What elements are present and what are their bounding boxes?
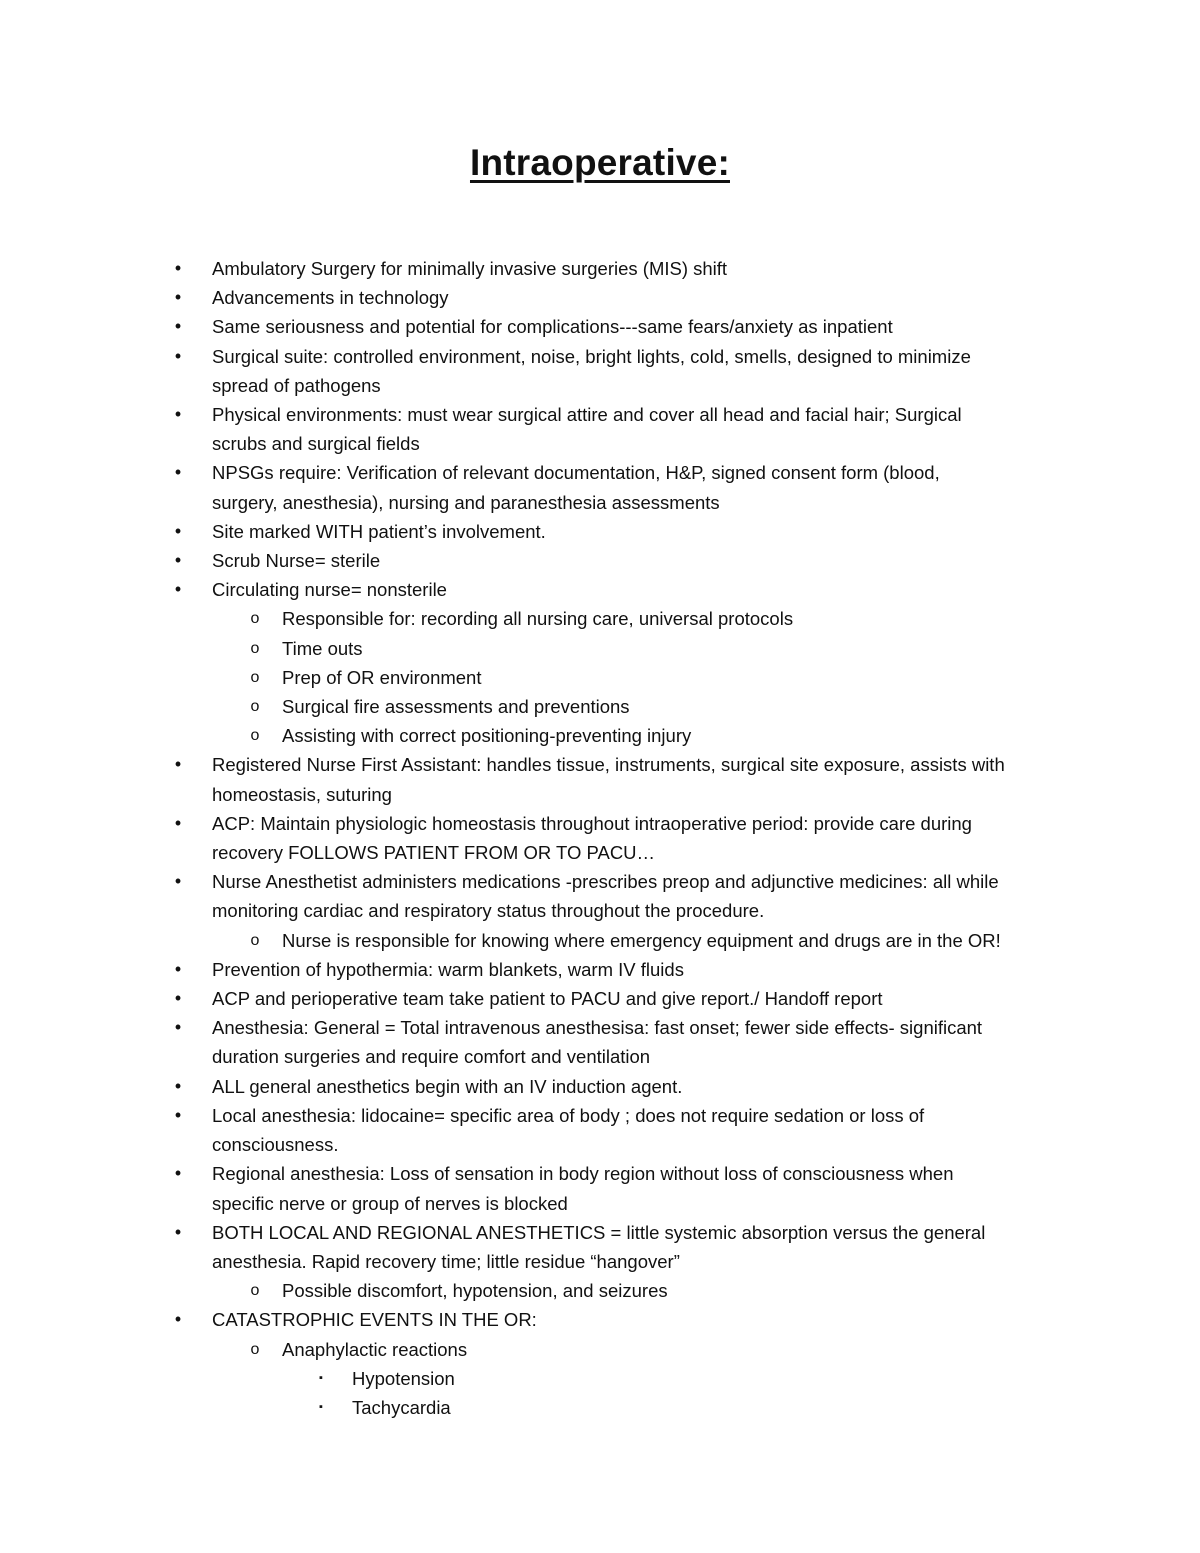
bullet-icon: • <box>174 1221 182 1242</box>
list-item <box>0 1101 1200 1130</box>
list-item-continuation <box>0 838 1200 867</box>
bullet-icon: • <box>174 1017 182 1038</box>
list-item-text: ACP: Maintain physiologic homeostasis throughout intraoperative period: provide care during <box>212 812 972 834</box>
circle-bullet-icon: o <box>250 610 260 628</box>
sub-list-item <box>0 663 1200 692</box>
list-item-text: Advancements in technology <box>212 287 449 309</box>
list-item-text: monitoring cardiac and respiratory status throughout the procedure. <box>212 900 765 922</box>
list-item-text: anesthesia. Rapid recovery time; little residue “hangover” <box>212 1250 680 1272</box>
list-item-text: Nurse is responsible for knowing where emergency equipment and drugs are in the OR! <box>282 929 1001 951</box>
sub-list-item <box>0 604 1200 633</box>
sub-list-item <box>0 692 1200 721</box>
circle-bullet-icon: o <box>250 639 260 657</box>
list-item <box>0 1013 1200 1042</box>
sub-list-item <box>0 1335 1200 1364</box>
bullet-icon: • <box>174 871 182 892</box>
bullet-icon: • <box>174 345 182 366</box>
list-item-text: Prep of OR environment <box>282 666 482 688</box>
list-item <box>0 283 1200 312</box>
bullet-icon: • <box>174 287 182 308</box>
list-item-text: duration surgeries and require comfort and ventilation <box>212 1046 651 1068</box>
list-item-text: Surgical fire assessments and preventions <box>282 696 630 718</box>
circle-bullet-icon: o <box>250 727 260 745</box>
sub-list-item <box>0 926 1200 955</box>
bullet-icon: • <box>174 579 182 600</box>
list-item <box>0 1305 1200 1334</box>
list-item <box>0 809 1200 838</box>
list-item <box>0 546 1200 575</box>
list-item-text: NPSGs require: Verification of relevant documentation, H&P, signed consent form (blood, <box>212 462 940 484</box>
list-item-text: spread of pathogens <box>212 374 381 396</box>
bullet-icon: • <box>174 520 182 541</box>
circle-bullet-icon: o <box>250 1282 260 1300</box>
list-item-text: Nurse Anesthetist administers medications -prescribes preop and adjunctive medicines: all while <box>212 871 999 893</box>
circle-bullet-icon: o <box>250 698 260 716</box>
list-item-text: Anaphylactic reactions <box>282 1338 468 1360</box>
list-item <box>0 458 1200 487</box>
list-item <box>0 575 1200 604</box>
list-item-text: recovery FOLLOWS PATIENT FROM OR TO PACU… <box>212 842 656 864</box>
list-item <box>0 955 1200 984</box>
list-item-text: Registered Nurse First Assistant: handles tissue, instruments, surgical site exposure, assists with <box>212 754 1005 776</box>
list-item <box>0 254 1200 283</box>
list-item-text: specific nerve or group of nerves is blocked <box>212 1192 568 1214</box>
circle-bullet-icon: o <box>250 668 260 686</box>
list-item-text: CATASTROPHIC EVENTS IN THE OR: <box>212 1309 537 1331</box>
list-item-text: Hypotension <box>352 1367 455 1389</box>
list-item-text: Scrub Nurse= sterile <box>212 550 381 572</box>
list-item <box>0 750 1200 779</box>
square-bullet-icon: ▪ <box>319 1400 323 1413</box>
list-item-text: Ambulatory Surgery for minimally invasive surgeries (MIS) shift <box>212 258 728 279</box>
list-item-text: Surgical suite: controlled environment, noise, bright lights, cold, smells, designed to minimize <box>212 345 971 367</box>
sub-list-item <box>0 1276 1200 1305</box>
bullet-icon: • <box>174 258 182 278</box>
sub-list-item <box>0 634 1200 663</box>
list-item-text: Tachycardia <box>352 1396 451 1418</box>
list-item-continuation <box>0 1247 1200 1276</box>
list-item-continuation <box>0 1042 1200 1071</box>
list-item-text: ACP and perioperative team take patient to PACU and give report./ Handoff report <box>212 988 883 1010</box>
list-item-text: Prevention of hypothermia: warm blankets, warm IV fluids <box>212 958 684 980</box>
list-item-text: surgery, anesthesia), nursing and paranesthesia assessments <box>212 491 720 513</box>
list-item-text: ALL general anesthetics begin with an IV induction agent. <box>212 1075 683 1097</box>
list-item-text: Regional anesthesia: Loss of sensation in body region without loss of consciousness when <box>212 1163 954 1185</box>
square-bullet-icon: ▪ <box>319 1371 323 1384</box>
list-item-text: Local anesthesia: lidocaine= specific area of body ; does not require sedation or loss of <box>212 1104 925 1126</box>
bullet-list <box>0 254 1200 1422</box>
bullet-icon: • <box>174 1309 182 1330</box>
bullet-icon: • <box>174 462 182 483</box>
page-title: Intraoperative: <box>469 142 730 183</box>
bullet-icon: • <box>174 404 182 425</box>
bullet-icon: • <box>174 550 182 571</box>
bullet-icon: • <box>174 754 182 775</box>
bullet-icon: • <box>174 958 182 979</box>
bullet-icon: • <box>174 1104 182 1125</box>
bullet-icon: • <box>174 988 182 1009</box>
circle-bullet-icon: o <box>250 1340 260 1358</box>
list-item-text: Responsible for: recording all nursing care, universal protocols <box>282 608 794 630</box>
list-item-text: Time outs <box>282 637 363 659</box>
list-item <box>0 342 1200 371</box>
list-item-continuation <box>0 780 1200 809</box>
list-item <box>0 400 1200 429</box>
list-item-text: BOTH LOCAL AND REGIONAL ANESTHETICS = little systemic absorption versus the general <box>212 1221 986 1243</box>
list-item-text: Circulating nurse= nonsterile <box>212 579 447 601</box>
sub-sub-list-item <box>0 1364 1200 1393</box>
list-item-text: consciousness. <box>212 1134 339 1156</box>
list-item <box>0 1218 1200 1247</box>
list-item <box>0 517 1200 546</box>
list-item-continuation <box>0 896 1200 925</box>
bullet-icon: • <box>174 1075 182 1096</box>
list-item-text: Same seriousness and potential for complications---same fears/anxiety as inpatient <box>212 316 893 338</box>
list-item-continuation <box>0 488 1200 517</box>
list-item <box>0 867 1200 896</box>
bullet-icon: • <box>174 316 182 337</box>
sub-list-item <box>0 721 1200 750</box>
list-item <box>0 984 1200 1013</box>
list-item-continuation <box>0 1130 1200 1159</box>
bullet-icon: • <box>174 812 182 833</box>
list-item-text: Anesthesia: General = Total intravenous anesthesisa: fast onset; fewer side effects- significant <box>212 1017 983 1039</box>
list-item-text: Physical environments: must wear surgical attire and cover all head and facial hair; Surgical <box>212 404 962 426</box>
sub-sub-list-item <box>0 1393 1200 1422</box>
circle-bullet-icon: o <box>250 931 260 949</box>
list-item-text: Possible discomfort, hypotension, and seizures <box>282 1280 668 1302</box>
list-item-text: Site marked WITH patient’s involvement. <box>212 520 546 542</box>
list-item-continuation <box>0 429 1200 458</box>
list-item-continuation <box>0 1189 1200 1218</box>
list-item-continuation <box>0 371 1200 400</box>
list-item-text: Assisting with correct positioning-preventing injury <box>282 725 692 747</box>
list-item <box>0 1159 1200 1188</box>
list-item-text: scrubs and surgical fields <box>212 433 420 455</box>
bullet-icon: • <box>174 1163 182 1184</box>
list-item <box>0 1072 1200 1101</box>
list-item <box>0 312 1200 341</box>
list-item-text: homeostasis, suturing <box>212 783 392 805</box>
